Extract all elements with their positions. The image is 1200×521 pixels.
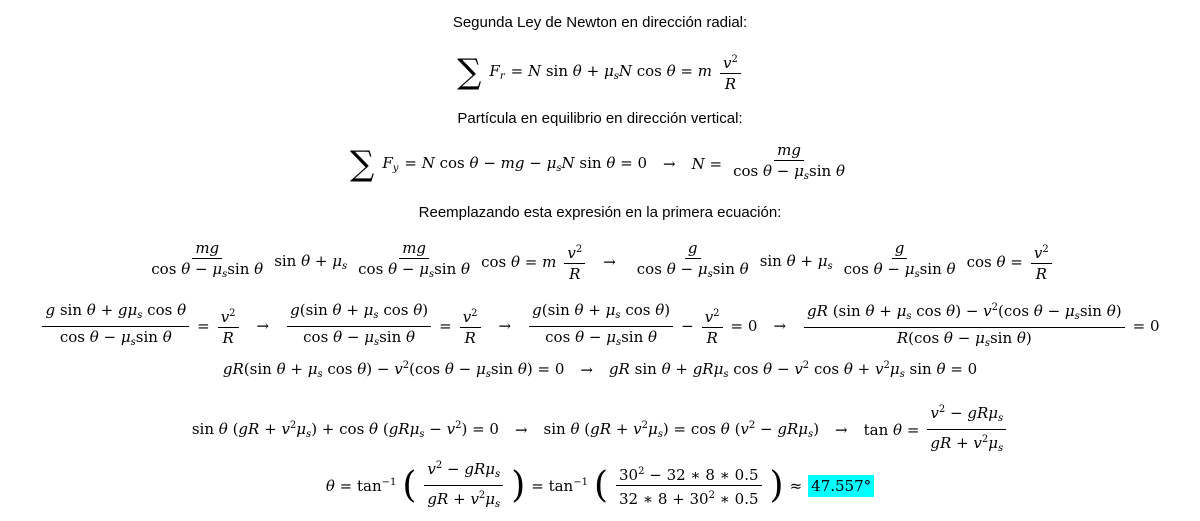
heading-radial-text: Segunda Ley de Newton en dirección radial: (452, 14, 748, 31)
equation-substitution (0, 238, 1200, 285)
equation-result (0, 456, 1200, 515)
heading-vertical (0, 110, 1200, 127)
equation-result-math: $\theta = \tan^{-1}$ ( $\frac{v^2 - gR\mu_s}{gR + v^2\mu_s}$ ) = $\tan^{-1}$ ( $\frac{30^2 - 32 ∗ 8 ∗ 0.5}{32 ∗ 8 + 30^2 ∗ 0.5}$ ) ≈ 47.557° (326, 456, 874, 515)
equation-tangent (0, 400, 1200, 459)
heading-radial (0, 14, 1200, 31)
equation-expanded (0, 360, 1200, 380)
equation-substitution-math: $\frac{mg}{\cos \theta - \mu_s\sin \theta}$ $\sin \theta + \mu_s$ $\frac{mg}{\cos \theta - \mu_s\sin \theta}$ cos θ = m $\frac{v^2}{R}$ → $\frac{g}{\cos \theta - \mu_s\sin \theta}$ $\sin \theta + \mu_s$ $\frac{g}{\cos \theta - \mu_s\sin \theta}$ cos θ = $\frac{v^2}{R}$ (146, 238, 1053, 285)
equation-vertical-math: ∑ $F_y$ = N cos θ − mg − $\mu_sN$ sin θ = 0 → N = $\frac{mg}{\cos \theta - \mu_s\sin \theta}$ (350, 141, 845, 184)
equation-radial (0, 50, 1200, 94)
equation-tangent-math: sin θ $(gR + v^2\mu_s) + \cos \theta$ $(gR\mu_s - v^2) = 0$ → sin θ $(gR + v^2\mu_s) = \cos \theta$ $(v^2 - gR\mu_s)$ → tan θ = $\frac{v^2 - gR\mu_s}{gR + v^2\mu_s}$ (192, 400, 1008, 459)
result-value: 47.557° (808, 475, 874, 497)
equation-vertical (0, 140, 1200, 187)
equation-simplification (0, 298, 1200, 354)
heading-vertical-text: Partícula en equilibrio en dirección vertical: (457, 110, 743, 127)
equation-expanded-math: gR(sin $\theta + \mu_s$ $\cos \theta) - v^2(\cos$ $\theta - \mu_s\sin$ θ) = 0 → gR sin θ + gRμ$_s$ $\cos \theta - v^2$ $\cos \theta + v^2\mu_s$ sin θ = 0 (222, 360, 978, 380)
heading-replace-text: Reemplazando esta expresión en la primera ecuación: (418, 204, 782, 221)
equation-simplification-math: $\frac{g \sin \theta + g\mu_s \cos \theta}{\cos \theta - \mu_s\sin \theta}$ = $\frac{v^2}{R}$ → $\frac{g(\sin \theta + \mu_s \cos \theta)}{\cos \theta - \mu_s\sin \theta}$ = $\frac{v^2}{R}$ → $\frac{g(\sin \theta + \mu_s \cos \theta)}{\cos \theta - \mu_s\sin \theta}$ − $\frac{v^2}{R}$ = 0 → $\frac{gR (\sin \theta + \mu_s \cos \theta) - v^2(\cos \theta - \mu_s\sin \theta)}{R(\cos \theta - \mu_s\sin \theta)}$ = 0 (40, 298, 1159, 354)
equation-radial-math: ∑ $F_r$ = N $\sin \theta + \mu_sN$ cos θ = m $\frac{v^2}{R}$ (457, 50, 743, 94)
heading-replace (0, 204, 1200, 221)
